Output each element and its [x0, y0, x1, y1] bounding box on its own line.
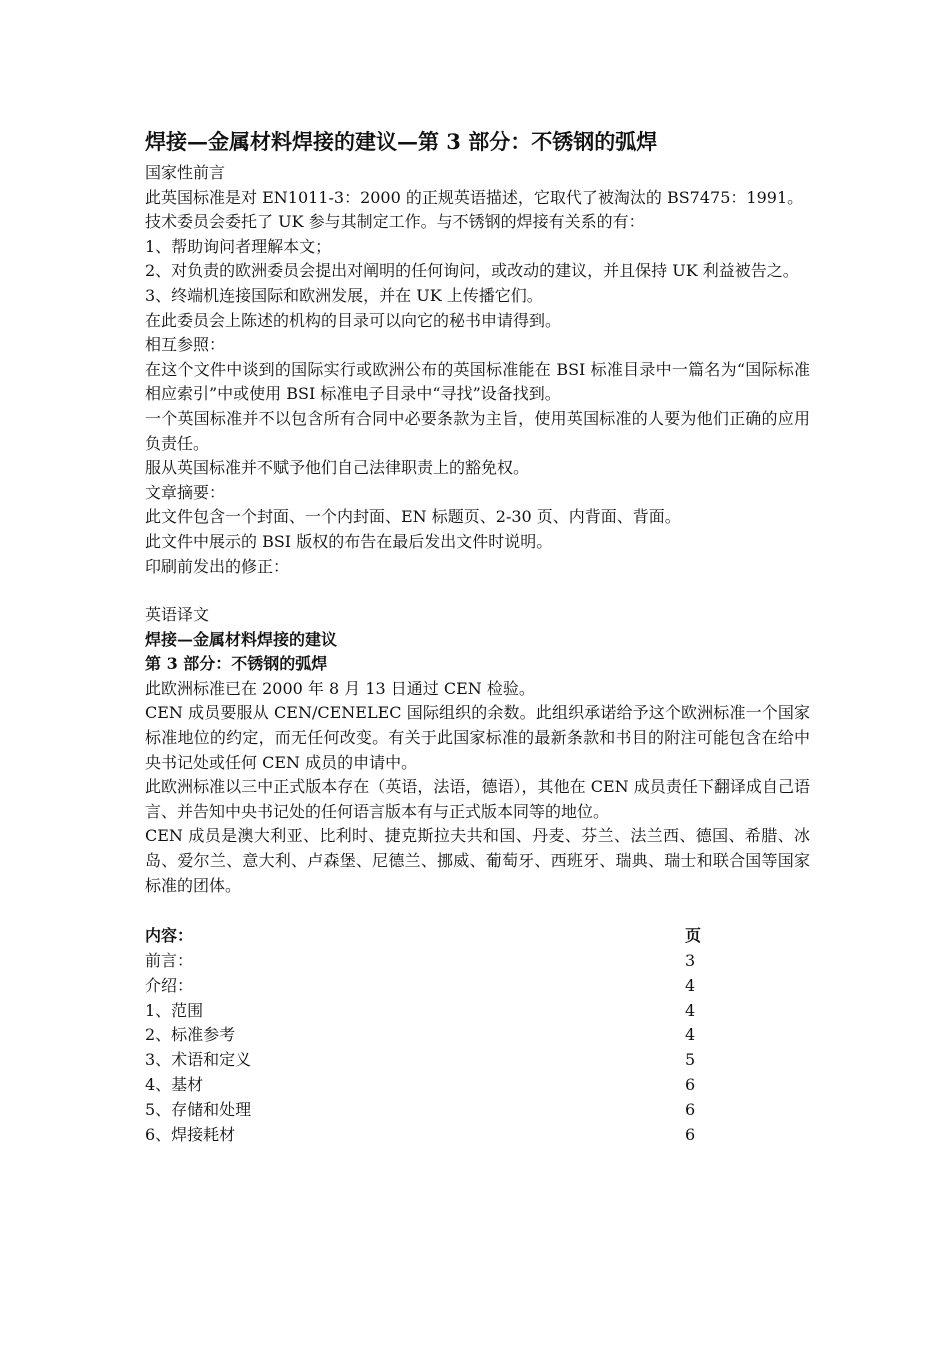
foreword-paragraph-2: 技术委员会委托了 UK 参与其制定工作。与不锈钢的焊接有关系的有：	[145, 212, 645, 232]
toc-row-page: 6	[685, 1124, 696, 1144]
english-paragraph-4: CEN 成员是澳大利亚、比利时、捷克斯拉夫共和国、丹麦、芬兰、法兰西、德国、希腊、冰岛、爱尔兰、意大利、卢森堡、尼德兰、挪威、葡萄牙、西班牙、瑞典、瑞士和联合国等国家标准的团体。	[145, 826, 810, 895]
foreword-paragraph-4: 在这个文件中谈到的国际实行或欧洲公布的英国标准能在 BSI 标准目录中一篇名为“国际标准相应索引”中或使用 BSI 标准电子目录中“寻找”设备找到。	[145, 359, 810, 404]
toc-row	[145, 1073, 705, 1098]
toc-page-heading: 页	[685, 926, 702, 946]
foreword-list-item-3: 3、终端机连接国际和欧洲发展，并在 UK 上传播它们。	[145, 285, 543, 305]
toc-row	[145, 974, 705, 999]
document-title: 焊接—金属材料焊接的建议—第 3 部分：不锈钢的弧焊	[145, 129, 658, 154]
foreword-paragraph-3: 在此委员会上陈述的机构的目录可以向它的秘书申请得到。	[145, 310, 562, 330]
toc-row	[145, 949, 705, 974]
toc-row	[145, 1098, 705, 1123]
foreword-heading: 国家性前言	[145, 163, 226, 182]
foreword-paragraph-6: 服从英国标准并不赋予他们自己法律职责上的豁免权。	[145, 458, 530, 478]
toc-row-label: 1、范围	[145, 1000, 204, 1020]
toc-row-page: 4	[685, 1025, 696, 1045]
toc-row-label: 3、术语和定义	[145, 1050, 252, 1070]
foreword-paragraph-7: 此文件包含一个封面、一个内封面、EN 标题页、2-30 页、内背面、背面。	[145, 507, 681, 527]
english-paragraph-2: CEN 成员要服从 CEN/CENELEC 国际组织的余数。此组织承诺给予这个欧洲标准一个国家标准地位的约定，而无任何改变。有关于此国家标准的最新条款和书目的附注可能包含在给中央书记处或任何 CEN 成员的申请中。	[145, 703, 810, 772]
foreword-paragraph-9: 印刷前发出的修正：	[145, 556, 290, 576]
english-paragraph-1: 此欧洲标准已在 2000 年 8 月 13 日通过 CEN 检验。	[145, 678, 535, 698]
english-paragraph-3: 此欧洲标准以三中正式版本存在（英语，法语，德语），其他在 CEN 成员责任下翻译成自己语言、并告知中央书记处的任何语言版本有与正式版本同等的地位。	[145, 777, 810, 821]
toc-row-label: 前言：	[145, 951, 194, 971]
toc-row-label: 介绍：	[145, 975, 194, 995]
toc-row	[145, 1123, 705, 1148]
toc-row-page: 3	[685, 951, 696, 971]
table-of-contents	[145, 924, 705, 1147]
toc-row-page: 4	[685, 1000, 696, 1020]
document-page	[145, 127, 810, 1147]
english-title-1: 焊接—金属材料焊接的建议	[145, 629, 338, 649]
toc-row-page: 4	[685, 975, 696, 995]
english-heading: 英语译文	[145, 605, 210, 625]
section-spacer	[145, 579, 810, 603]
summary-heading: 文章摘要：	[145, 482, 226, 502]
toc-row-label: 6、焊接耗材	[145, 1124, 236, 1144]
toc-row	[145, 1048, 705, 1073]
foreword-paragraph-8: 此文件中展示的 BSI 版权的布告在最后发出文件时说明。	[145, 531, 553, 551]
toc-row-label: 4、基材	[145, 1075, 204, 1094]
foreword-paragraph-1: 此英国标准是对 EN1011-3：2000 的正规英语描述，它取代了被淘汰的 BS7475：1991。	[145, 187, 804, 207]
toc-row-page: 6	[685, 1099, 696, 1119]
toc-row	[145, 999, 705, 1024]
foreword-list-item-1: 1、帮助询问者理解本文；	[145, 236, 332, 256]
toc-header-row	[145, 924, 705, 949]
section-spacer	[145, 898, 810, 924]
toc-row-label: 5、存储和处理	[145, 1099, 252, 1119]
english-title-2: 第 3 部分：不锈钢的弧焊	[145, 654, 328, 674]
toc-row-page: 6	[685, 1075, 696, 1094]
toc-row-label: 2、标准参考	[145, 1025, 236, 1045]
cross-reference-heading: 相互参照：	[145, 335, 226, 355]
foreword-list-item-2: 2、对负责的欧洲委员会提出对阐明的任何询问，或改动的建议，并且保持 UK 利益被告之。	[145, 261, 799, 281]
foreword-paragraph-5: 一个英国标准并不以包含所有合同中必要条款为主旨，使用英国标准的人要为他们正确的应用负责任。	[145, 408, 810, 453]
toc-row-page: 5	[685, 1050, 696, 1070]
toc-row	[145, 1023, 705, 1048]
toc-heading: 内容：	[145, 926, 194, 946]
